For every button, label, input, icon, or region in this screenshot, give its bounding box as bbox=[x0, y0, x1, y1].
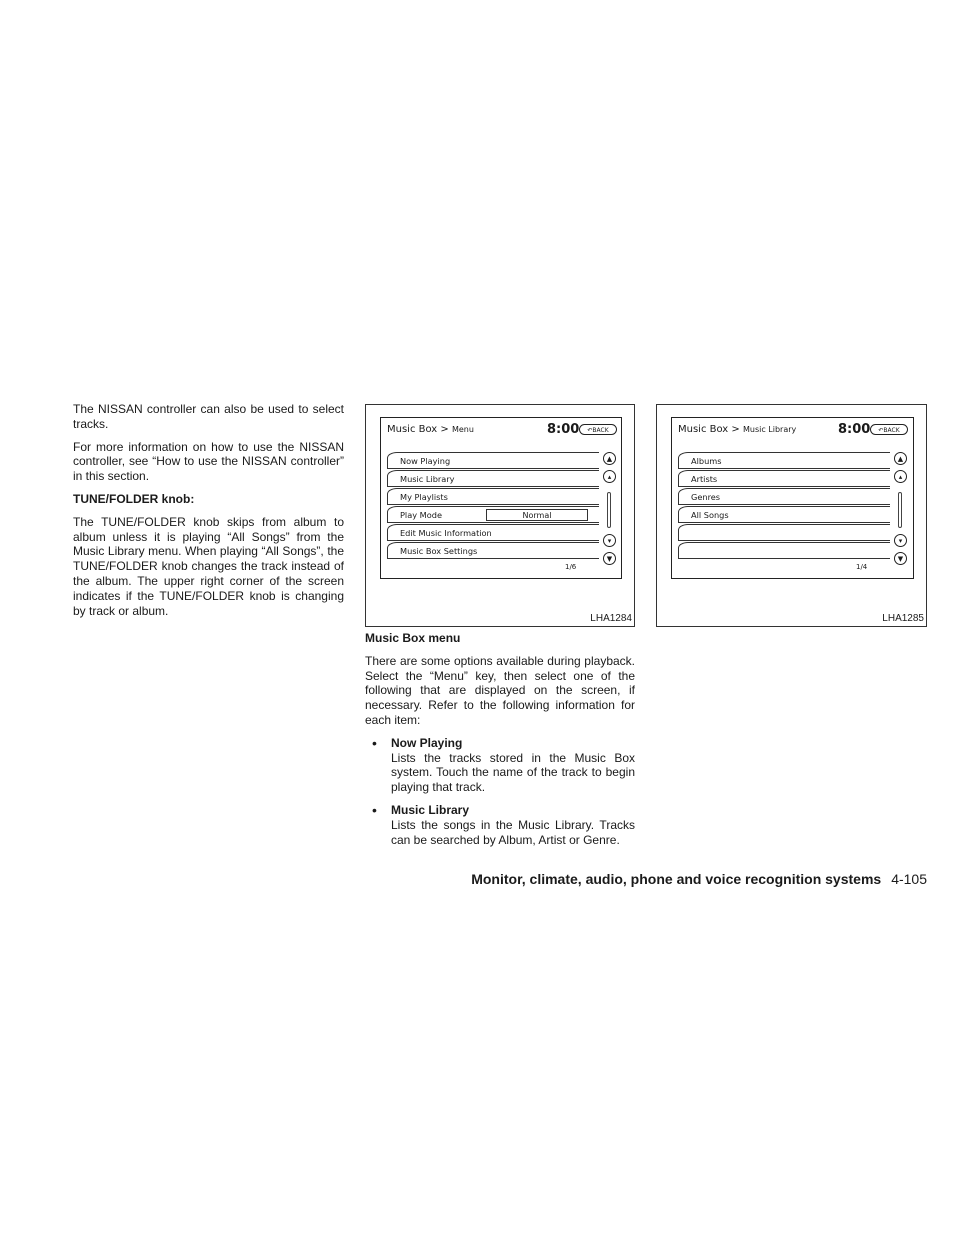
menu-item-play-mode[interactable] bbox=[387, 506, 599, 523]
figure-music-box-menu bbox=[365, 404, 635, 627]
page-indicator: 1/6 bbox=[565, 563, 577, 571]
back-button[interactable] bbox=[579, 424, 617, 435]
screen-display bbox=[380, 417, 622, 579]
left-column bbox=[73, 402, 344, 626]
page-down-icon[interactable]: ▼ bbox=[603, 552, 616, 565]
figure-code: LHA1284 bbox=[590, 613, 632, 624]
bullet-title: • Music Library bbox=[391, 802, 470, 817]
bullet-music-library bbox=[365, 803, 635, 847]
screen-header bbox=[387, 424, 474, 435]
library-item-all-songs[interactable]: All Songs bbox=[678, 506, 890, 523]
heading-music-box-menu: Music Box menu bbox=[365, 631, 461, 645]
back-arrow-icon: ↶ bbox=[878, 427, 884, 434]
scroll-down-icon[interactable]: ▾ bbox=[894, 534, 907, 547]
clock: 8:00 bbox=[547, 422, 580, 437]
back-label: BACK bbox=[592, 427, 609, 434]
menu-item-my-playlists[interactable]: My Playlists bbox=[387, 488, 599, 505]
clock: 8:00 bbox=[838, 422, 871, 437]
library-item-artists[interactable]: Artists bbox=[678, 470, 890, 487]
bullet-text: Lists the tracks stored in the Music Box system. Touch the name of the track to begin playing that track. bbox=[391, 750, 635, 795]
menu-list bbox=[387, 452, 599, 560]
figure-code: LHA1285 bbox=[882, 613, 924, 624]
screen-header bbox=[678, 424, 796, 435]
middle-column bbox=[365, 631, 635, 855]
scroll-up-icon[interactable]: ▴ bbox=[603, 470, 616, 483]
scroll-controls bbox=[603, 452, 617, 564]
scroll-down-icon[interactable]: ▾ bbox=[603, 534, 616, 547]
bullet-title: • Now Playing bbox=[391, 735, 463, 750]
back-label: BACK bbox=[883, 427, 900, 434]
figure-music-library bbox=[656, 404, 927, 627]
header-main: Music Box > bbox=[387, 424, 449, 435]
section-title: Monitor, climate, audio, phone and voice recognition systems bbox=[471, 871, 882, 887]
paragraph-controller: The NISSAN controller can also be used to select tracks. bbox=[73, 402, 344, 431]
bullet-list bbox=[365, 736, 635, 848]
bullet-now-playing bbox=[365, 736, 635, 795]
heading-tune-folder: TUNE/FOLDER knob: bbox=[73, 491, 195, 506]
header-sub: Music Library bbox=[742, 425, 797, 434]
page-footer bbox=[0, 871, 927, 887]
header-main: Music Box > bbox=[678, 424, 740, 435]
library-list bbox=[678, 452, 890, 560]
back-button[interactable] bbox=[870, 424, 908, 435]
page-number: 4-105 bbox=[891, 871, 927, 887]
screen-display bbox=[671, 417, 914, 579]
library-item-genres[interactable]: Genres bbox=[678, 488, 890, 505]
page-down-icon[interactable]: ▼ bbox=[894, 552, 907, 565]
bullet-text: Lists the songs in the Music Library. Tracks can be searched by Album, Artist or Genre. bbox=[391, 817, 635, 847]
page-up-icon[interactable]: ▲ bbox=[894, 452, 907, 465]
back-arrow-icon: ↶ bbox=[587, 427, 593, 434]
library-item-empty bbox=[678, 524, 890, 541]
library-item-empty bbox=[678, 542, 890, 559]
menu-item-music-library[interactable]: Music Library bbox=[387, 470, 599, 487]
scroll-controls bbox=[894, 452, 908, 564]
library-item-albums[interactable]: Albums bbox=[678, 452, 890, 469]
paragraph-tune-folder: The TUNE/FOLDER knob skips from album to album unless it is playing “All Songs” from the Music Library menu. When playing “All Songs”, the TUNE/FOLDER knob changes the track instead of the album. The upper right corner of the screen indicates if the TUNE/FOLDER knob is changing by track or album. bbox=[73, 514, 344, 618]
scrollbar[interactable] bbox=[898, 492, 902, 528]
scrollbar[interactable] bbox=[607, 492, 611, 528]
paragraph-intro: There are some options available during playback. Select the “Menu” key, then select one of the following that are displayed on the screen, if necessary. Refer to the following information for each item: bbox=[365, 653, 635, 727]
paragraph-more-info: For more information on how to use the NISSAN controller, see “How to use the NISSAN controller” in this section. bbox=[73, 439, 344, 484]
scroll-up-icon[interactable]: ▴ bbox=[894, 470, 907, 483]
menu-item-edit-music-information[interactable]: Edit Music Information bbox=[387, 524, 599, 541]
menu-item-now-playing[interactable]: Now Playing bbox=[387, 452, 599, 469]
page-up-icon[interactable]: ▲ bbox=[603, 452, 616, 465]
play-mode-value: Normal bbox=[486, 509, 588, 521]
play-mode-label: Play Mode bbox=[400, 510, 442, 520]
menu-item-music-box-settings[interactable]: Music Box Settings bbox=[387, 542, 599, 559]
page-indicator: 1/4 bbox=[856, 563, 868, 571]
header-sub: Menu bbox=[451, 425, 474, 434]
